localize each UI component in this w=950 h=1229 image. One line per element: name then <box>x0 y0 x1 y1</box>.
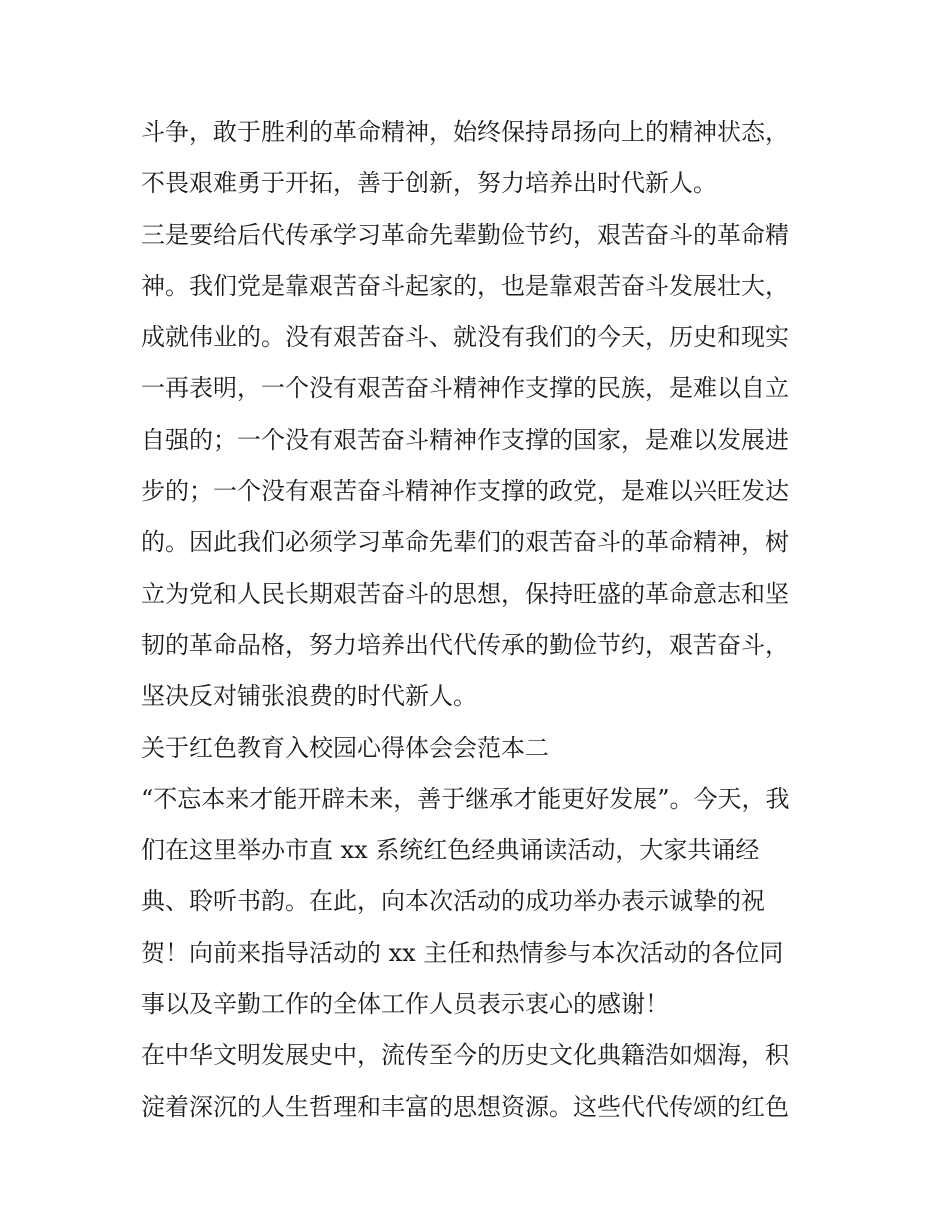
text-line: 贺！向前来指导活动的 xx 主任和热情参与本次活动的各位同 <box>141 938 784 967</box>
text-line: 淀着深沉的人生哲理和丰富的思想资源。这些代代传颂的红色 <box>141 1092 789 1121</box>
text-line: 们在这里举办市直 xx 系统红色经典诵读活动，大家共诵经 <box>141 836 760 865</box>
text-line: 自强的；一个没有艰苦奋斗精神作支撑的国家，是难以发展进 <box>141 425 789 454</box>
text-line: 斗争，敢于胜利的革命精神，始终保持昂扬向上的精神状态， <box>141 118 789 146</box>
text-line: 不畏艰难勇于开拓，善于创新，努力培养出时代新人。 <box>141 169 717 198</box>
text-line: 在中华文明发展史中，流传至今的历史文化典籍浩如烟海，积 <box>141 1041 789 1070</box>
text-line: 三是要给后代传承学习革命先辈勤俭节约，艰苦奋斗的革命精 <box>141 220 789 249</box>
text-line: 步的；一个没有艰苦奋斗精神作支撑的政党，是难以兴旺发达 <box>141 477 789 506</box>
text-line: 坚决反对铺张浪费的时代新人。 <box>141 682 477 711</box>
text-line: 韧的革命品格，努力培养出代代传承的勤俭节约，艰苦奋斗， <box>141 630 789 659</box>
section-heading: 关于红色教育入校园心得体会会范本二 <box>141 733 549 762</box>
text-line: 一再表明，一个没有艰苦奋斗精神作支撑的民族，是难以自立 <box>141 374 789 403</box>
text-line: “不忘本来才能开辟未来，善于继承才能更好发展”。今天，我 <box>141 784 790 813</box>
text-line: 的。因此我们必须学习革命先辈们的艰苦奋斗的革命精神，树 <box>141 528 789 557</box>
text-line: 神。我们党是靠艰苦奋斗起家的，也是靠艰苦奋斗发展壮大， <box>141 271 789 300</box>
document-body <box>141 107 821 1133</box>
text-line: 事以及辛勤工作的全体工作人员表示衷心的感谢！ <box>141 990 669 1019</box>
text-line: 立为党和人民长期艰苦奋斗的思想，保持旺盛的革命意志和坚 <box>141 579 789 608</box>
text-line: 成就伟业的。没有艰苦奋斗、就没有我们的今天，历史和现实 <box>141 323 789 352</box>
text-line: 典、聆听书韵。在此，向本次活动的成功举办表示诚挚的祝 <box>141 887 765 916</box>
